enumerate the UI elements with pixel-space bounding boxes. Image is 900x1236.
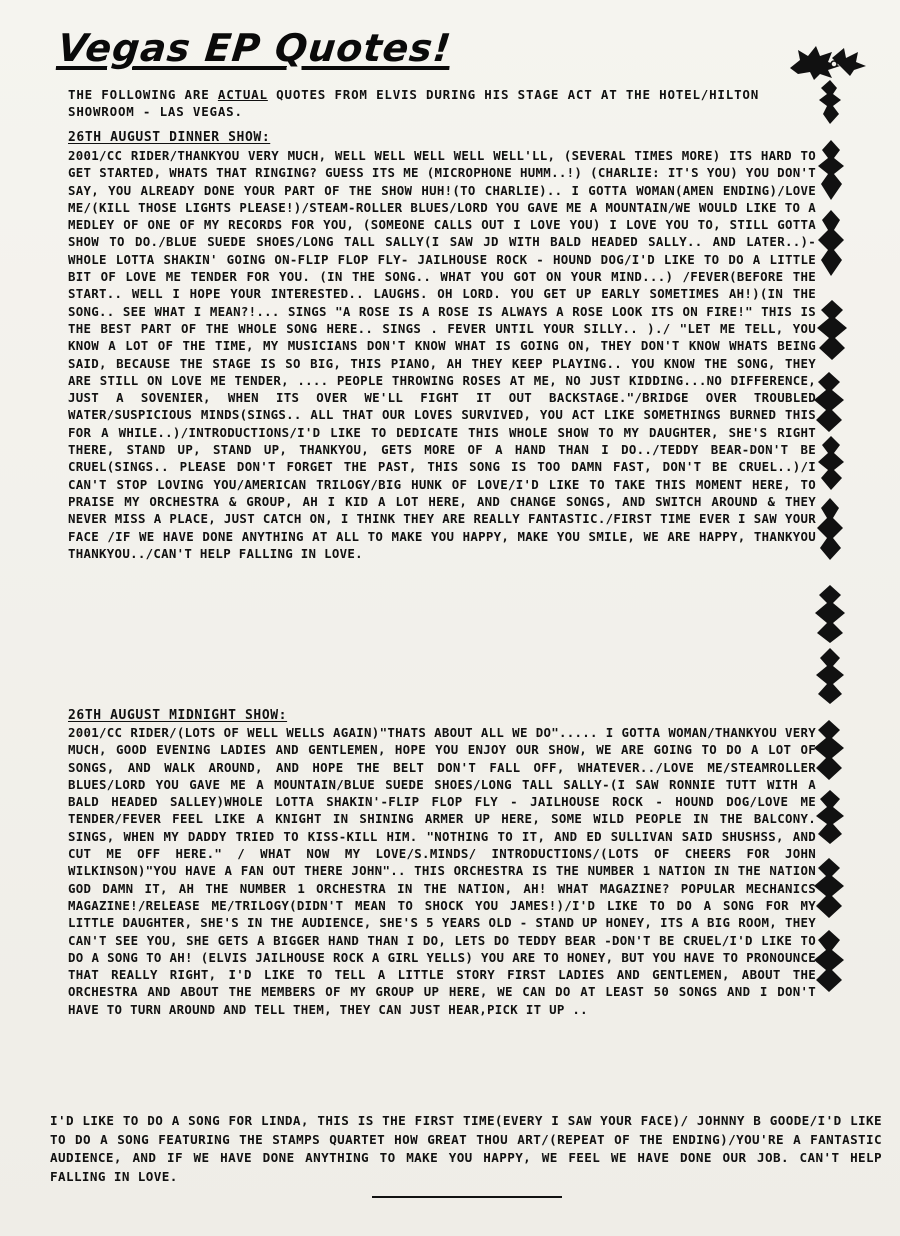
holly-leaf-icon [812, 372, 846, 432]
holly-leaf-icon [816, 436, 846, 490]
holly-leaf-icon [812, 930, 846, 992]
section-text-dinner: 2001/CC RIDER/THANKYOU VERY MUCH, WELL WELL WELL WELL WELL'LL, (SEVERAL TIMES MORE) ITS HARD TO GET STARTED, WHATS THAT RINGING? GUESS ITS ME (MICROPHONE HUMM..!) (CHARLIE: IT'S YOU) YOU DON'T SAY, YOU ALREADY DONE YOUR PART OF THE SHOW HUH!(TO CHARLIE).. I GOTTA WOMAN(AMEN ENDING)/LOVE ME/(KILL THOSE LIGHTS PLEASE!)/STEAM-ROLLER BLUES/LORD YOU GAVE ME A MOUNTAIN/WE WOULD LIKE TO A MEDLEY OF ONE OF MY RECORDS FOR YOU, (SOMEONE CALLS OUT I LOVE YOU) I LOVE YOU TO, STILL GOTTA SHOW TO DO./BLUE SUEDE SHOES/LONG TALL SALLY(I SAW JD WITH BALD HEADED SALLY.. AND LATER..)-WHOLE LOTTA SHAKIN' GOING ON-FLIP FLOP FLY- JAILHOUSE ROCK - HOUND DOG/I'D LIKE TO DO A LITTLE BIT OF LOVE ME TENDER FOR YOU. (IN THE SONG.. WHAT YOU GOT ON YOUR MIND...) /FEVER(BEFORE THE START.. WELL I HOPE YOUR INTERESTED.. LAUGHS. OH LORD. YOU GET UP EARLY SOMETIMES AH!)(IN THE SONG.. SEE WHAT I MEAN?!... SINGS "A ROSE IS A ROSE IS ALWAYS A ROSE LOOK ITS ON FIRE!" THIS IS THE BEST PART OF THE WHOLE SONG HERE.. SINGS . FEVER UNTIL YOUR SILLY.. )./ "LET ME TELL, YOU KNOW A LOT OF THE TIME, MY MUSICIANS DON'T KNOW WHAT IS GOING ON, THEY DON'T KNOW WHATS BEING SAID, BECAUSE THE STAGE IS SO BIG, THIS PIANO, AH THEY KEEP PLAYING.. YOU KNOW THE SONG, THEY ARE STILL ON LOVE ME TENDER, .... PEOPLE THROWING ROSES AT ME, NO JUST KIDDING...NO DIFFERENCE, JUST A SOVENIER, WHEN ITS OVER WE'LL FIGHT IT OUT BACKSTAGE."/BRIDGE OVER TROUBLED WATER/SUSPICIOUS MINDS(SINGS.. ALL THAT OUR LOVES SURVIVED, YOU ACT LIKE SOMETHINGS BURNED THIS FOR A WHILE..)/INTRODUCTIONS/I'D LIKE TO DEDICATE THIS WHOLE SHOW TO MY DAUGHTER, SHE'S RIGHT THERE, STAND UP, STAND UP, THANKYOU, GETS MORE OF A HAND THAN I DO../TEDDY BEAR-DON'T BE CRUEL(SINGS.. PLEASE DON'T FORGET THE PAST, THIS SONG IS TOO DAMN FAST, DON'T BE CRUEL..)/I CAN'T STOP LOVING YOU/AMERICAN TRILOGY/BIG HUNK OF LOVE/I'D LIKE TO TAKE THIS MOMENT HERE, TO PRAISE MY ORCHESTRA & GROUP, AH I KID A LOT HERE, AND CHANGE SONGS, AND SWITCH AROUND & THEY NEVER MISS A PLACE, JUST CATCH ON, I THINK THEY ARE REALLY FANTASTIC./FIRST TIME EVER I SAW YOUR FACE /IF WE HAVE DONE ANYTHING AT ALL TO MAKE YOU HAPPY, MAKE YOU SMILE, WE ARE HAPPY, THANKYOU THANKYOU../CAN'T HELP FALLING IN LOVE. [68, 148, 816, 561]
holly-leaf-icon [812, 720, 846, 780]
holly-leaf-icon [812, 858, 846, 918]
holly-leaf-icon [813, 585, 847, 643]
section-heading-dinner: 26TH AUGUST DINNER SHOW: [68, 130, 271, 145]
holly-leaf-icon [815, 80, 845, 124]
section-text-midnight: 2001/CC RIDER/(LOTS OF WELL WELLS AGAIN)"THATS ABOUT ALL WE DO"..... I GOTTA WOMAN/THANKYOU VERY MUCH, GOOD EVENING LADIES AND GENTLEMEN, HOPE YOU ENJOY OUR SHOW, WE ARE GOING TO DO A LOT OF SONGS, AND WALK AROUND, AND HOPE THE BELT DON'T FALL OFF, WHATEVER../LOVE ME/STEAMROLLER BLUES/LORD YOU GAVE ME A MOUNTAIN/BLUE SUEDE SHOES/LONG TALL SALLY-(I SAW RONNIE TUTT WITH A BALD HEADED SALLEY)WHOLE LOTTA SHAKIN'-FLIP FLOP FLY - JAILHOUSE ROCK - HOUND DOG/LOVE ME TENDER/FEVER FEEL LIKE A KNIGHT IN SHINING ARMER UP HERE, SOME WILD PEOPLE IN THE BALCONY. SINGS, WHEN MY DADDY TRIED TO KISS-KILL HIM. "NOTHING TO IT, AND ED SULLIVAN SAID SHUSHSS, AND CUT ME OFF HERE." / WHAT NOW MY LOVE/S.MINDS/ INTRODUCTIONS/(LOTS OF CHEERS FOR JOHN WILKINSON)"YOU HAVE A FAN OUT THERE JOHN".. THIS ORCHESTRA IS THE NUMBER 1 NATION IN THE NATION GOD DAMN IT, AH THE NUMBER 1 ORCHESTRA IN THE NATION, AH! WHAT MAGAZINE? POPULAR MECHANICS MAGAZINE!/RELEASE ME/TRILOGY(DIDN'T MEAN TO SHOCK YOU JAMES!)/I'D LIKE TO DO A SONG FOR MY LITTLE DAUGHTER, SHE'S IN THE AUDIENCE, SHE'S 5 YEARS OLD - STAND UP HONEY, ITS A BIG ROOM, THEY CAN'T SEE YOU, SHE GETS A BIGGER HAND THAN I DO, LETS DO TEDDY BEAR -DON'T BE CRUEL/I'D LIKE TO DO A SONG TO AH! (ELVIS JAILHOUSE ROCK A GIRL YELLS) YOU ARE TO HONEY, BUT YOU HAVE TO PRONOUNCE THAT REALLY RIGHT, I'D LIKE TO TELL A LITTLE STORY FIRST LADIES AND GENTLEMEN, ABOUT THE ORCHESTRA AND ABOUT THE MEMBERS OF MY GROUP UP HERE, WE CAN DO AT LEAST 50 SONGS AND I DON'T HAVE TO TURN AROUND AND TELL THEM, THEY CAN JUST HEAR,PICK IT UP .. [68, 725, 816, 1017]
intro-emphasis: ACTUAL [217, 87, 268, 102]
holly-leaf-icon [814, 790, 846, 844]
closing-paragraph: I'D LIKE TO DO A SONG FOR LINDA, THIS IS THE FIRST TIME(EVERY I SAW YOUR FACE)/ JOHNNY B GOODE/I'D LIKE TO DO A SONG FEATURING THE STAMPS QUARTET HOW GREAT THOU ART/(REPEAT OF THE ENDING)/YOU'RE A FANTASTIC AUDIENCE, AND IF WE HAVE DONE ANYTHING TO MAKE YOU HAPPY, WE FEEL WE HAVE DONE OUR JOB. CAN'T HELP FALLING IN LOVE. [50, 1113, 882, 1184]
holly-leaf-icon [816, 140, 846, 200]
intro-paragraph [68, 86, 768, 120]
end-rule [372, 1196, 562, 1198]
section-heading-midnight: 26TH AUGUST MIDNIGHT SHOW: [68, 708, 288, 723]
holly-leaf-icon [788, 40, 868, 80]
holly-leaf-icon [816, 210, 846, 276]
page-title: Vegas EP Quotes! [55, 26, 454, 70]
holly-leaf-icon [814, 648, 846, 704]
intro-text-after: QUOTES FROM ELVIS DURING HIS STAGE ACT AT THE HOTEL/HILTON SHOWROOM - LAS VEGAS. [68, 87, 760, 119]
holly-leaf-icon [815, 300, 849, 360]
holly-leaf-icon [815, 498, 845, 560]
intro-text-before: THE FOLLOWING ARE [68, 87, 218, 102]
